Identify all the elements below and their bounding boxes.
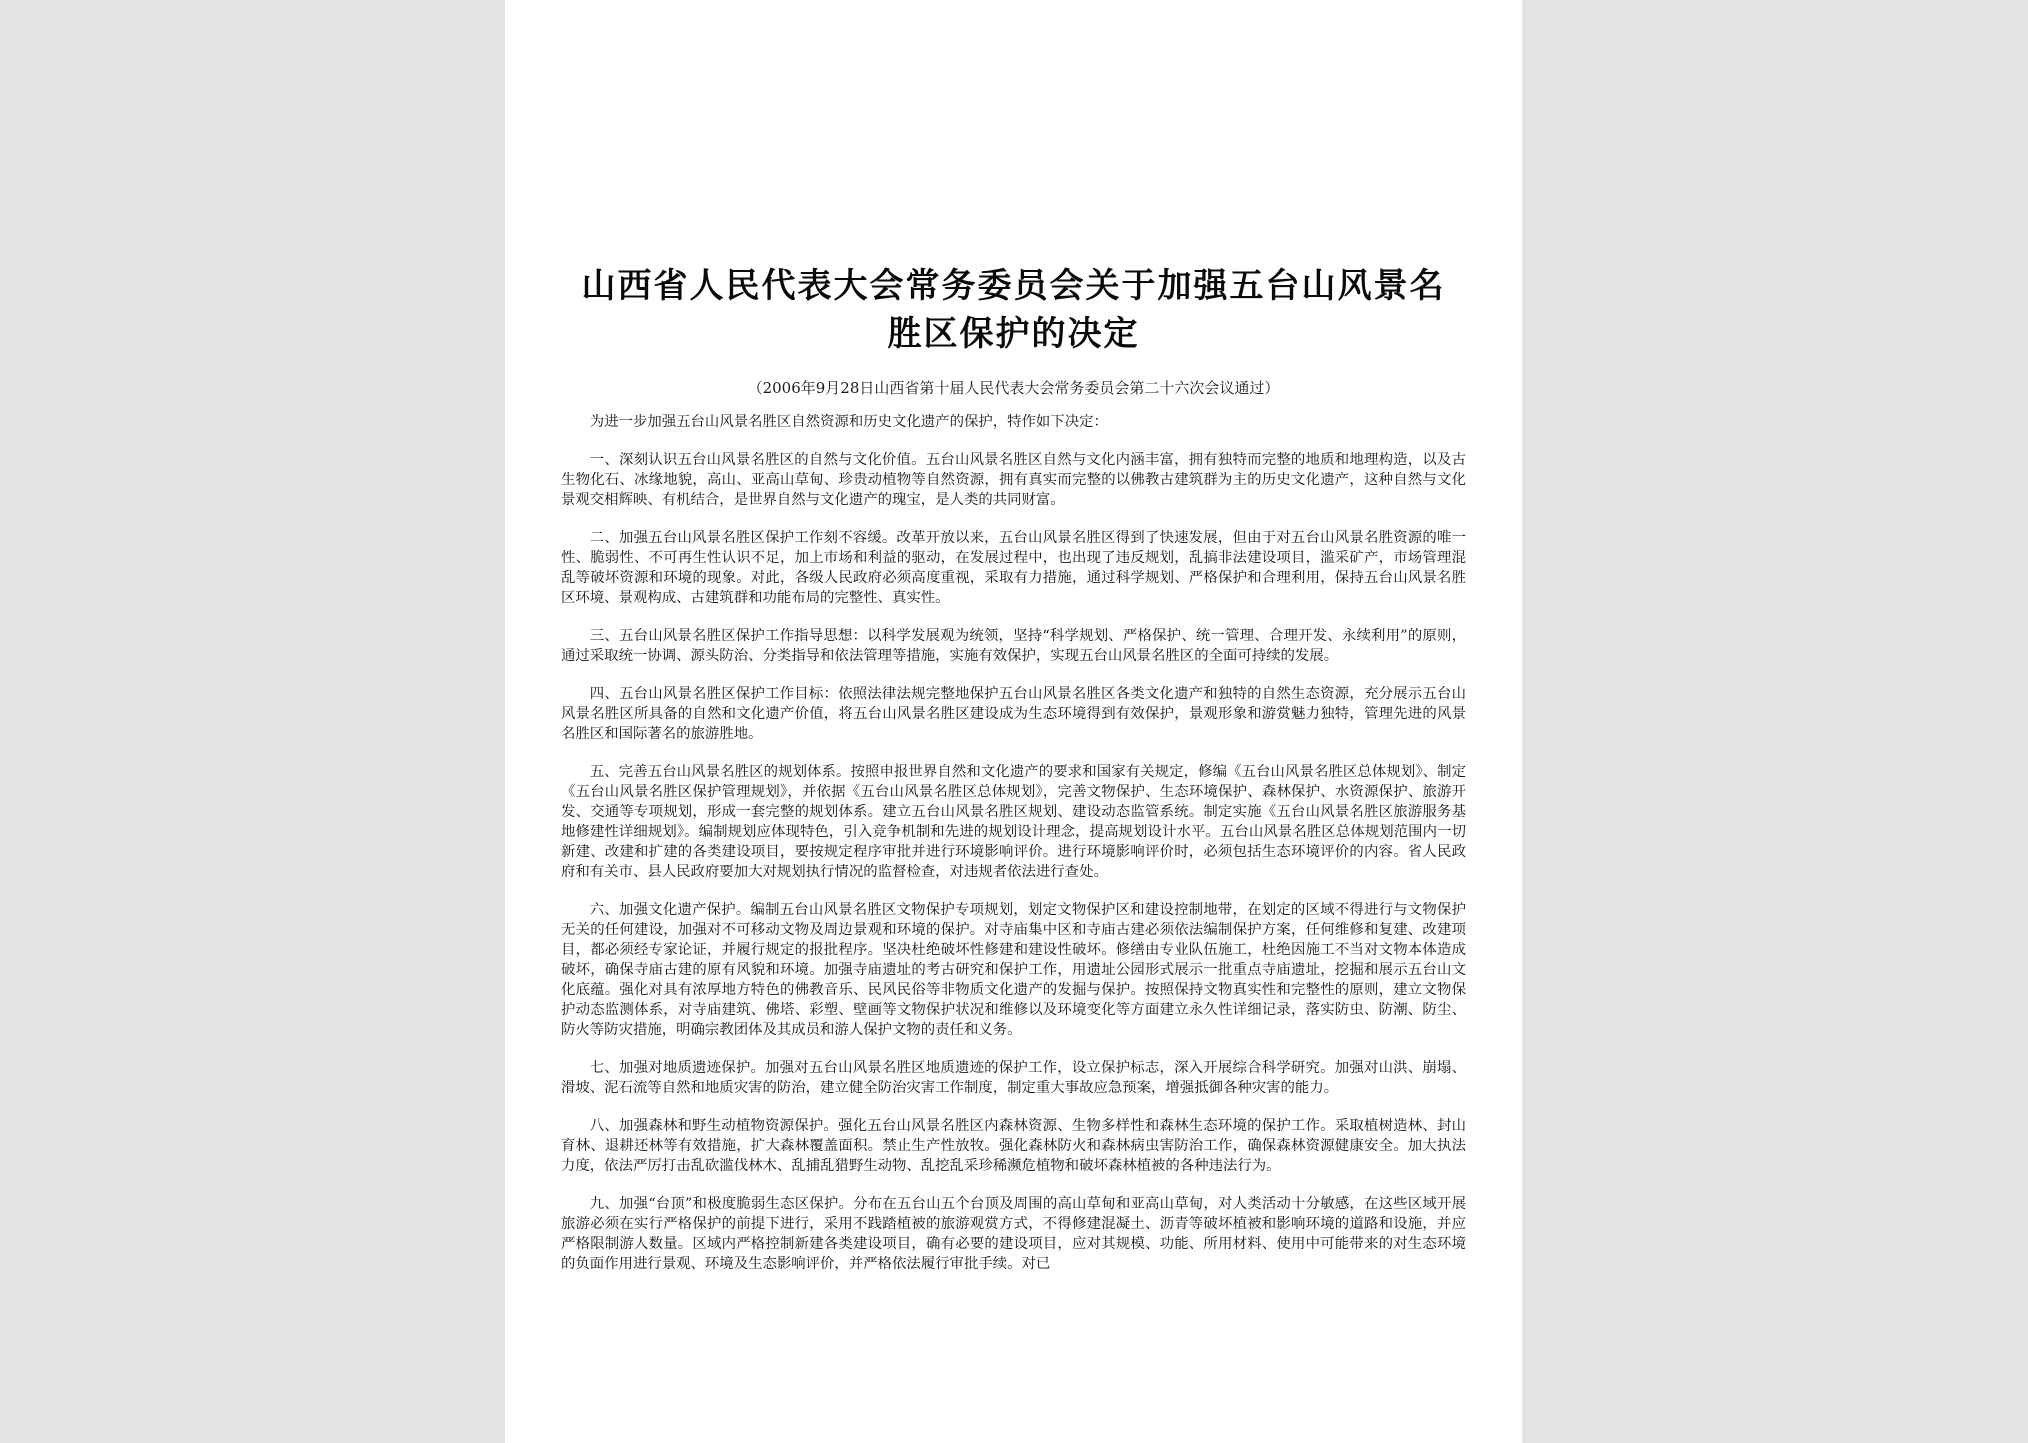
document-title <box>561 262 1466 358</box>
paragraph-2: 二、加强五台山风景名胜区保护工作刻不容缓。改革开放以来，五台山风景名胜区得到了快速发展，但由于对五台山风景名胜资源的唯一性、脆弱性、不可再生性认识不足，加上市场和利益的驱动，在发展过程中，也出现了违反规划，乱搞非法建设项目，滥采矿产，市场管理混乱等破坏资源和环境的现象。对此，各级人民政府必须高度重视，采取有力措施，通过科学规划、严格保护和合理利用，保持五台山风景名胜区环境、景观构成、古建筑群和功能布局的完整性、真实性。 <box>561 530 1466 606</box>
paragraph-7: 七、加强对地质遗迹保护。加强对五台山风景名胜区地质遗迹的保护工作，设立保护标志，深入开展综合科学研究。加强对山洪、崩塌、滑坡、泥石流等自然和地质灾害的防治，建立健全防治灾害工作制度，制定重大事故应急预案，增强抵御各种灾害的能力。 <box>561 1060 1466 1096</box>
paragraph-4: 四、五台山风景名胜区保护工作目标：依照法律法规完整地保护五台山风景名胜区各类文化遗产和独特的自然生态资源，充分展示五台山风景名胜区所具备的自然和文化遗产价值，将五台山风景名胜区建设成为生态环境得到有效保护，景观形象和游赏魅力独特，管理先进的风景名胜区和国际著名的旅游胜地。 <box>561 686 1466 742</box>
paragraph-8: 八、加强森林和野生动植物资源保护。强化五台山风景名胜区内森林资源、生物多样性和森林生态环境的保护工作。采取植树造林、封山育林、退耕还林等有效措施，扩大森林覆盖面积。禁止生产性放牧。强化森林防火和森林病虫害防治工作，确保森林资源健康安全。加大执法力度，依法严厉打击乱砍滥伐林木、乱捕乱猎野生动物、乱挖乱采珍稀濒危植物和破坏森林植被的各种违法行为。 <box>561 1118 1466 1174</box>
paragraph-9: 九、加强“台顶”和极度脆弱生态区保护。分布在五台山五个台顶及周围的高山草甸和亚高山草甸，对人类活动十分敏感，在这些区域开展旅游必须在实行严格保护的前提下进行，采用不践踏植被的旅游观赏方式，不得修建混凝土、沥青等破坏植被和影响环境的道路和设施，并应严格限制游人数量。区域内严格控制新建各类建设项目，确有必要的建设项目，应对其规模、功能、所用材料、使用中可能带来的对生态环境的负面作用进行景观、环境及生态影响评价，并严格依法履行审批手续。对已 <box>561 1196 1466 1272</box>
paragraph-1: 一、深刻认识五台山风景名胜区的自然与文化价值。五台山风景名胜区自然与文化内涵丰富，拥有独特而完整的地质和地理构造，以及古生物化石、冰缘地貌，高山、亚高山草甸、珍贵动植物等自然资源，拥有真实而完整的以佛教古建筑群为主的历史文化遗产，这种自然与文化景观交相辉映、有机结合，是世界自然与文化遗产的瑰宝，是人类的共同财富。 <box>561 452 1466 508</box>
paragraph-5: 五、完善五台山风景名胜区的规划体系。按照申报世界自然和文化遗产的要求和国家有关规定，修编《五台山风景名胜区总体规划》、制定《五台山风景名胜区保护管理规划》，并依据《五台山风景名胜区总体规划》，完善文物保护、生态环境保护、森林保护、水资源保护、旅游开发、交通等专项规划，形成一套完整的规划体系。建立五台山风景名胜区规划、建设动态监管系统。制定实施《五台山风景名胜区旅游服务基地修建性详细规划》。编制规划应体现特色，引入竞争机制和先进的规划设计理念，提高规划设计水平。五台山风景名胜区总体规划范围内一切新建、改建和扩建的各类建设项目，要按规定程序审批并进行环境影响评价。进行环境影响评价时，必须包括生态环境评价的内容。省人民政府和有关市、县人民政府要加大对规划执行情况的监督检查，对违规者依法进行查处。 <box>561 764 1466 880</box>
document-title-line-1: 山西省人民代表大会常务委员会关于加强五台山风景名 <box>581 266 1446 306</box>
paragraph-6: 六、加强文化遗产保护。编制五台山风景名胜区文物保护专项规划，划定文物保护区和建设控制地带，在划定的区域不得进行与文物保护无关的任何建设，加强对不可移动文物及周边景观和环境的保护。对寺庙集中区和寺庙古建必须依法编制保护方案，任何维修和复建、改建项目，都必须经专家论证，并履行规定的报批程序。坚决杜绝破坏性修建和建设性破坏。修缮由专业队伍施工，杜绝因施工不当对文物本体造成破坏，确保寺庙古建的原有风貌和环境。加强寺庙遗址的考古研究和保护工作，用遗址公园形式展示一批重点寺庙遗址，挖掘和展示五台山文化底蕴。强化对具有浓厚地方特色的佛教音乐、民风民俗等非物质文化遗产的发掘与保护。按照保持文物真实性和完整性的原则，建立文物保护动态监测体系，对寺庙建筑、佛塔、彩塑、壁画等文物保护状况和维修以及环境变化等方面建立永久性详细记录，落实防虫、防潮、防尘、防火等防灾措施，明确宗教团体及其成员和游人保护文物的责任和义务。 <box>561 902 1466 1038</box>
preamble: 为进一步加强五台山风景名胜区自然资源和历史文化遗产的保护，特作如下决定： <box>589 414 1108 430</box>
document-title-line-2: 胜区保护的决定 <box>887 314 1140 354</box>
document-page <box>505 0 1522 1443</box>
adoption-note: （2006年9月28日山西省第十届人民代表大会常务委员会第二十六次会议通过） <box>747 379 1280 397</box>
paragraph-3: 三、五台山风景名胜区保护工作指导思想：以科学发展观为统领，坚持“科学规划、严格保护、统一管理、合理开发、永续利用”的原则，通过采取统一协调、源头防治、分类指导和依法管理等措施，实施有效保护，实现五台山风景名胜区的全面可持续的发展。 <box>561 628 1466 664</box>
